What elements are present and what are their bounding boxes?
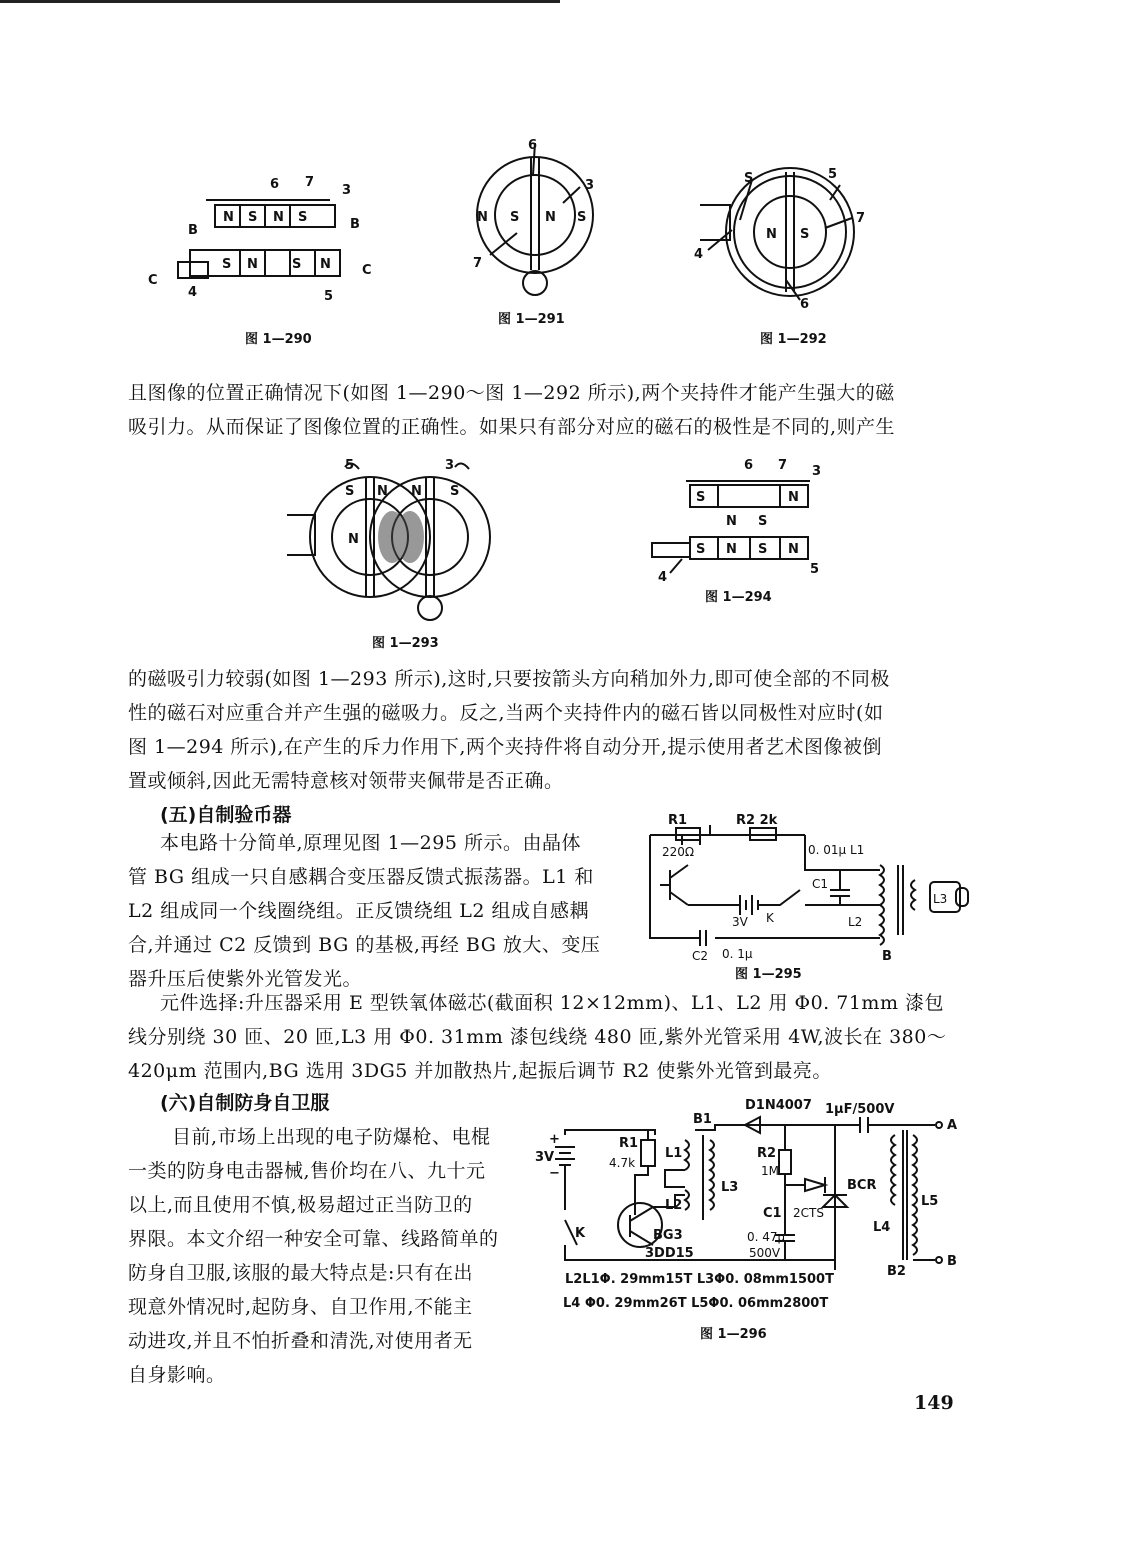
paragraph-5-line-3: 以上,而且使用不慎,极易超过正当防卫的 [128,1194,473,1216]
label-6: 6 [744,458,754,473]
caption-1-293: 图 1—293 [372,636,439,651]
coil-note-2: L4 Φ0. 29mm26T L5Φ0. 06mm2800T [563,1296,829,1311]
pole-s-left: S [345,484,355,499]
l2-label: L2 [665,1198,683,1213]
paragraph-3-line-2: 管 BG 组成一只自感耦合变压器反馈式振荡器。L1 和 [128,866,594,888]
paragraph-4-line-1: 元件选择:升压器采用 E 型铁氧体磁芯(截面积 12×12mm)、L1、L2 用 Φ0. 71mm 漆包 [160,992,945,1014]
l3-label: L3 [933,892,948,906]
paragraph-5-line-8: 自身影响。 [128,1364,226,1386]
r2-label: R2 2k [736,813,778,828]
c2-value: 0. 1μ [722,947,753,961]
paragraph-5 [128,1120,499,1392]
magnet-top-1: S [696,490,706,505]
paragraph-5-line-1: 目前,市场上出现的电子防爆枪、电棍 [172,1126,491,1148]
section-heading-5: (五)自制验币器 [160,804,292,826]
r1-value: 4.7k [609,1156,636,1170]
transistor-model: 3DD15 [645,1246,694,1261]
pole-n-left: N [377,484,388,499]
battery-plus: + [549,1132,560,1147]
pole-n: N [766,227,777,242]
figure-1-295-circuit [640,810,980,970]
label-3: 3 [342,183,352,198]
switch-k-label: K [766,911,774,925]
magnet-bottom-3: S [292,257,302,272]
r1-label: R1 [619,1136,639,1151]
label-4: 4 [694,247,704,262]
switch-k-label: K [575,1226,586,1241]
label-6: 6 [528,138,538,153]
r1-value: 220Ω [662,845,695,859]
paragraph-2-line-2: 性的磁石对应重合并产生强的磁吸力。反之,当两个夹持件内的磁石皆以同极性对应时(如 [128,702,884,724]
paragraph-1 [128,376,895,444]
figure-1-293 [285,455,505,625]
magnet-top-2: S [248,210,258,225]
caption-1-292: 图 1—292 [760,332,827,347]
magnet-top-2: N [788,490,799,505]
pole-s: S [800,227,810,242]
transformer-b1-label: B1 [693,1112,712,1127]
label-4: 4 [658,570,668,585]
magnet-bottom-2: N [726,542,737,557]
label-7: 7 [856,211,866,226]
battery-minus: − [549,1166,560,1181]
l2-label: L2 [848,915,863,929]
label-c-right: C [362,263,372,278]
caption-1-294: 图 1—294 [705,590,772,605]
label-4: 4 [188,285,198,300]
battery-label: 3V [535,1150,555,1165]
figure-1-296-circuit [535,1095,975,1325]
l5-label: L5 [921,1194,939,1209]
diac-label: 2CTS [793,1206,824,1220]
capacitor-top-label: 1μF/500V [825,1102,895,1117]
c1-voltage: 500V [749,1246,781,1260]
label-6: 6 [270,177,280,192]
transformer-b-label: B [882,949,892,964]
label-b-left: B [188,223,198,238]
pole-n-inner: N [545,210,556,225]
label-5: 5 [324,289,334,304]
l1-label: L1 [665,1146,683,1161]
label-3: 3 [812,464,822,479]
paragraph-1-line-2: 吸引力。从而保证了图像位置的正确性。如果只有部分对应的磁石的极性是不同的,则产生 [128,416,896,438]
magnet-bottom-1: S [222,257,232,272]
paragraph-2 [128,662,890,798]
figure-1-292 [690,160,890,310]
label-6: 6 [800,297,810,310]
pole-s-outer: S [577,210,587,225]
caption-1-290: 图 1—290 [245,332,312,347]
label-b-right: B [350,217,360,232]
magnet-top-1: N [223,210,234,225]
pole-s-right: S [450,484,460,499]
label-7: 7 [473,256,483,271]
label-7: 7 [305,175,315,190]
pole-n-inner: N [348,532,359,547]
bcr-label: BCR [847,1178,877,1193]
label-5: 5 [828,167,838,182]
c1-label: C1 [812,877,829,891]
paragraph-5-line-2: 一类的防身电击器械,售价均在八、九十元 [128,1160,486,1182]
caption-1-291: 图 1—291 [498,312,565,327]
paragraph-2-line-3: 图 1—294 所示),在产生的斥力作用下,两个夹持件将自动分开,提示使用者艺术图像被倒 [128,736,882,758]
diode-label: D1N4007 [745,1098,812,1113]
paragraph-4-line-3: 420μm 范围内,BG 选用 3DG5 并加散热片,起振后调节 R2 使紫外光管到最亮。 [128,1060,832,1082]
l3-label: L3 [721,1180,739,1195]
pole-s-inner: S [510,210,520,225]
magnet-bottom-3: S [758,542,768,557]
mid-pole-n: N [726,514,737,529]
label-3: 3 [445,458,455,473]
label-c-left: C [148,273,158,288]
c1-value: 0. 47μ [747,1230,786,1244]
section-heading-6: (六)自制防身自卫服 [160,1092,330,1114]
pole-n-outer: N [477,210,488,225]
figure-1-291 [455,135,615,305]
paragraph-2-line-1: 的磁吸引力较弱(如图 1—293 所示),这时,只要按箭头方向稍加外力,即可使全部的不同极 [128,668,890,690]
terminal-b-label: B [947,1254,957,1269]
c1-label: C1 [763,1206,782,1221]
l4-label: L4 [873,1220,891,1235]
paragraph-1-line-1: 且图像的位置正确情况下(如图 1—290～图 1—292 所示),两个夹持件才能产生强大的磁 [128,382,895,404]
paragraph-3-line-1: 本电路十分简单,原理见图 1—295 所示。由晶体 [160,832,581,854]
battery-label: 3V [732,915,748,929]
coil-note-1: L2L1Φ. 29mm15T L3Φ0. 08mm1500T [565,1272,834,1287]
paragraph-5-line-6: 现意外情况时,起防身、自卫作用,不能主 [128,1296,473,1318]
paragraph-3 [128,826,600,996]
caption-1-295: 图 1—295 [735,967,802,982]
paragraph-4-line-2: 线分别绕 30 匝、20 匝,L3 用 Φ0. 31mm 漆包线绕 480 匝,紫外光管采用 4W,波长在 380～ [128,1026,947,1048]
transformer-b2-label: B2 [887,1264,906,1279]
page-number: 149 [914,1392,954,1414]
label-3: 3 [585,178,595,193]
paragraph-3-line-5: 器升压后使紫外光管发光。 [128,968,363,990]
r1-label: R1 [668,813,688,828]
paragraph-5-line-4: 界限。本文介绍一种安全可靠、线路简单的 [128,1228,499,1250]
l1-label: 0. 01μ L1 [808,843,865,857]
paragraph-4 [128,986,946,1088]
magnet-bottom-1: S [696,542,706,557]
magnet-bottom-2: N [247,257,258,272]
magnet-top-4: S [298,210,308,225]
label-5: 5 [810,562,820,577]
paragraph-3-line-3: L2 组成同一个线圈绕组。正反馈绕组 L2 组成自感耦 [128,900,590,922]
bg3-label: BG3 [653,1228,683,1243]
r2-value: 1M [761,1164,779,1178]
caption-1-296: 图 1—296 [700,1327,767,1342]
paragraph-5-line-5: 防身自卫服,该服的最大特点是:只有在出 [128,1262,473,1284]
top-border-line [0,0,560,3]
paragraph-5-line-7: 动进攻,并且不怕折叠和清洗,对使用者无 [128,1330,473,1352]
label-s: S [744,171,754,186]
terminal-a-label: A [947,1118,958,1133]
c2-label: C2 [692,949,709,963]
figure-1-290 [140,170,380,310]
pole-n-right: N [411,484,422,499]
paragraph-3-line-4: 合,并通过 C2 反馈到 BG 的基极,再经 BG 放大、变压 [128,934,601,956]
mid-pole-s: S [758,514,768,529]
magnet-bottom-4: N [788,542,799,557]
magnet-top-3: N [273,210,284,225]
paragraph-2-line-4: 置或倾斜,因此无需特意核对领带夹佩带是否正确。 [128,770,564,792]
label-5: 5 [345,458,355,473]
r2-label: R2 [757,1146,777,1161]
figure-1-294 [640,455,840,585]
magnet-bottom-4: N [320,257,331,272]
label-7: 7 [778,458,788,473]
